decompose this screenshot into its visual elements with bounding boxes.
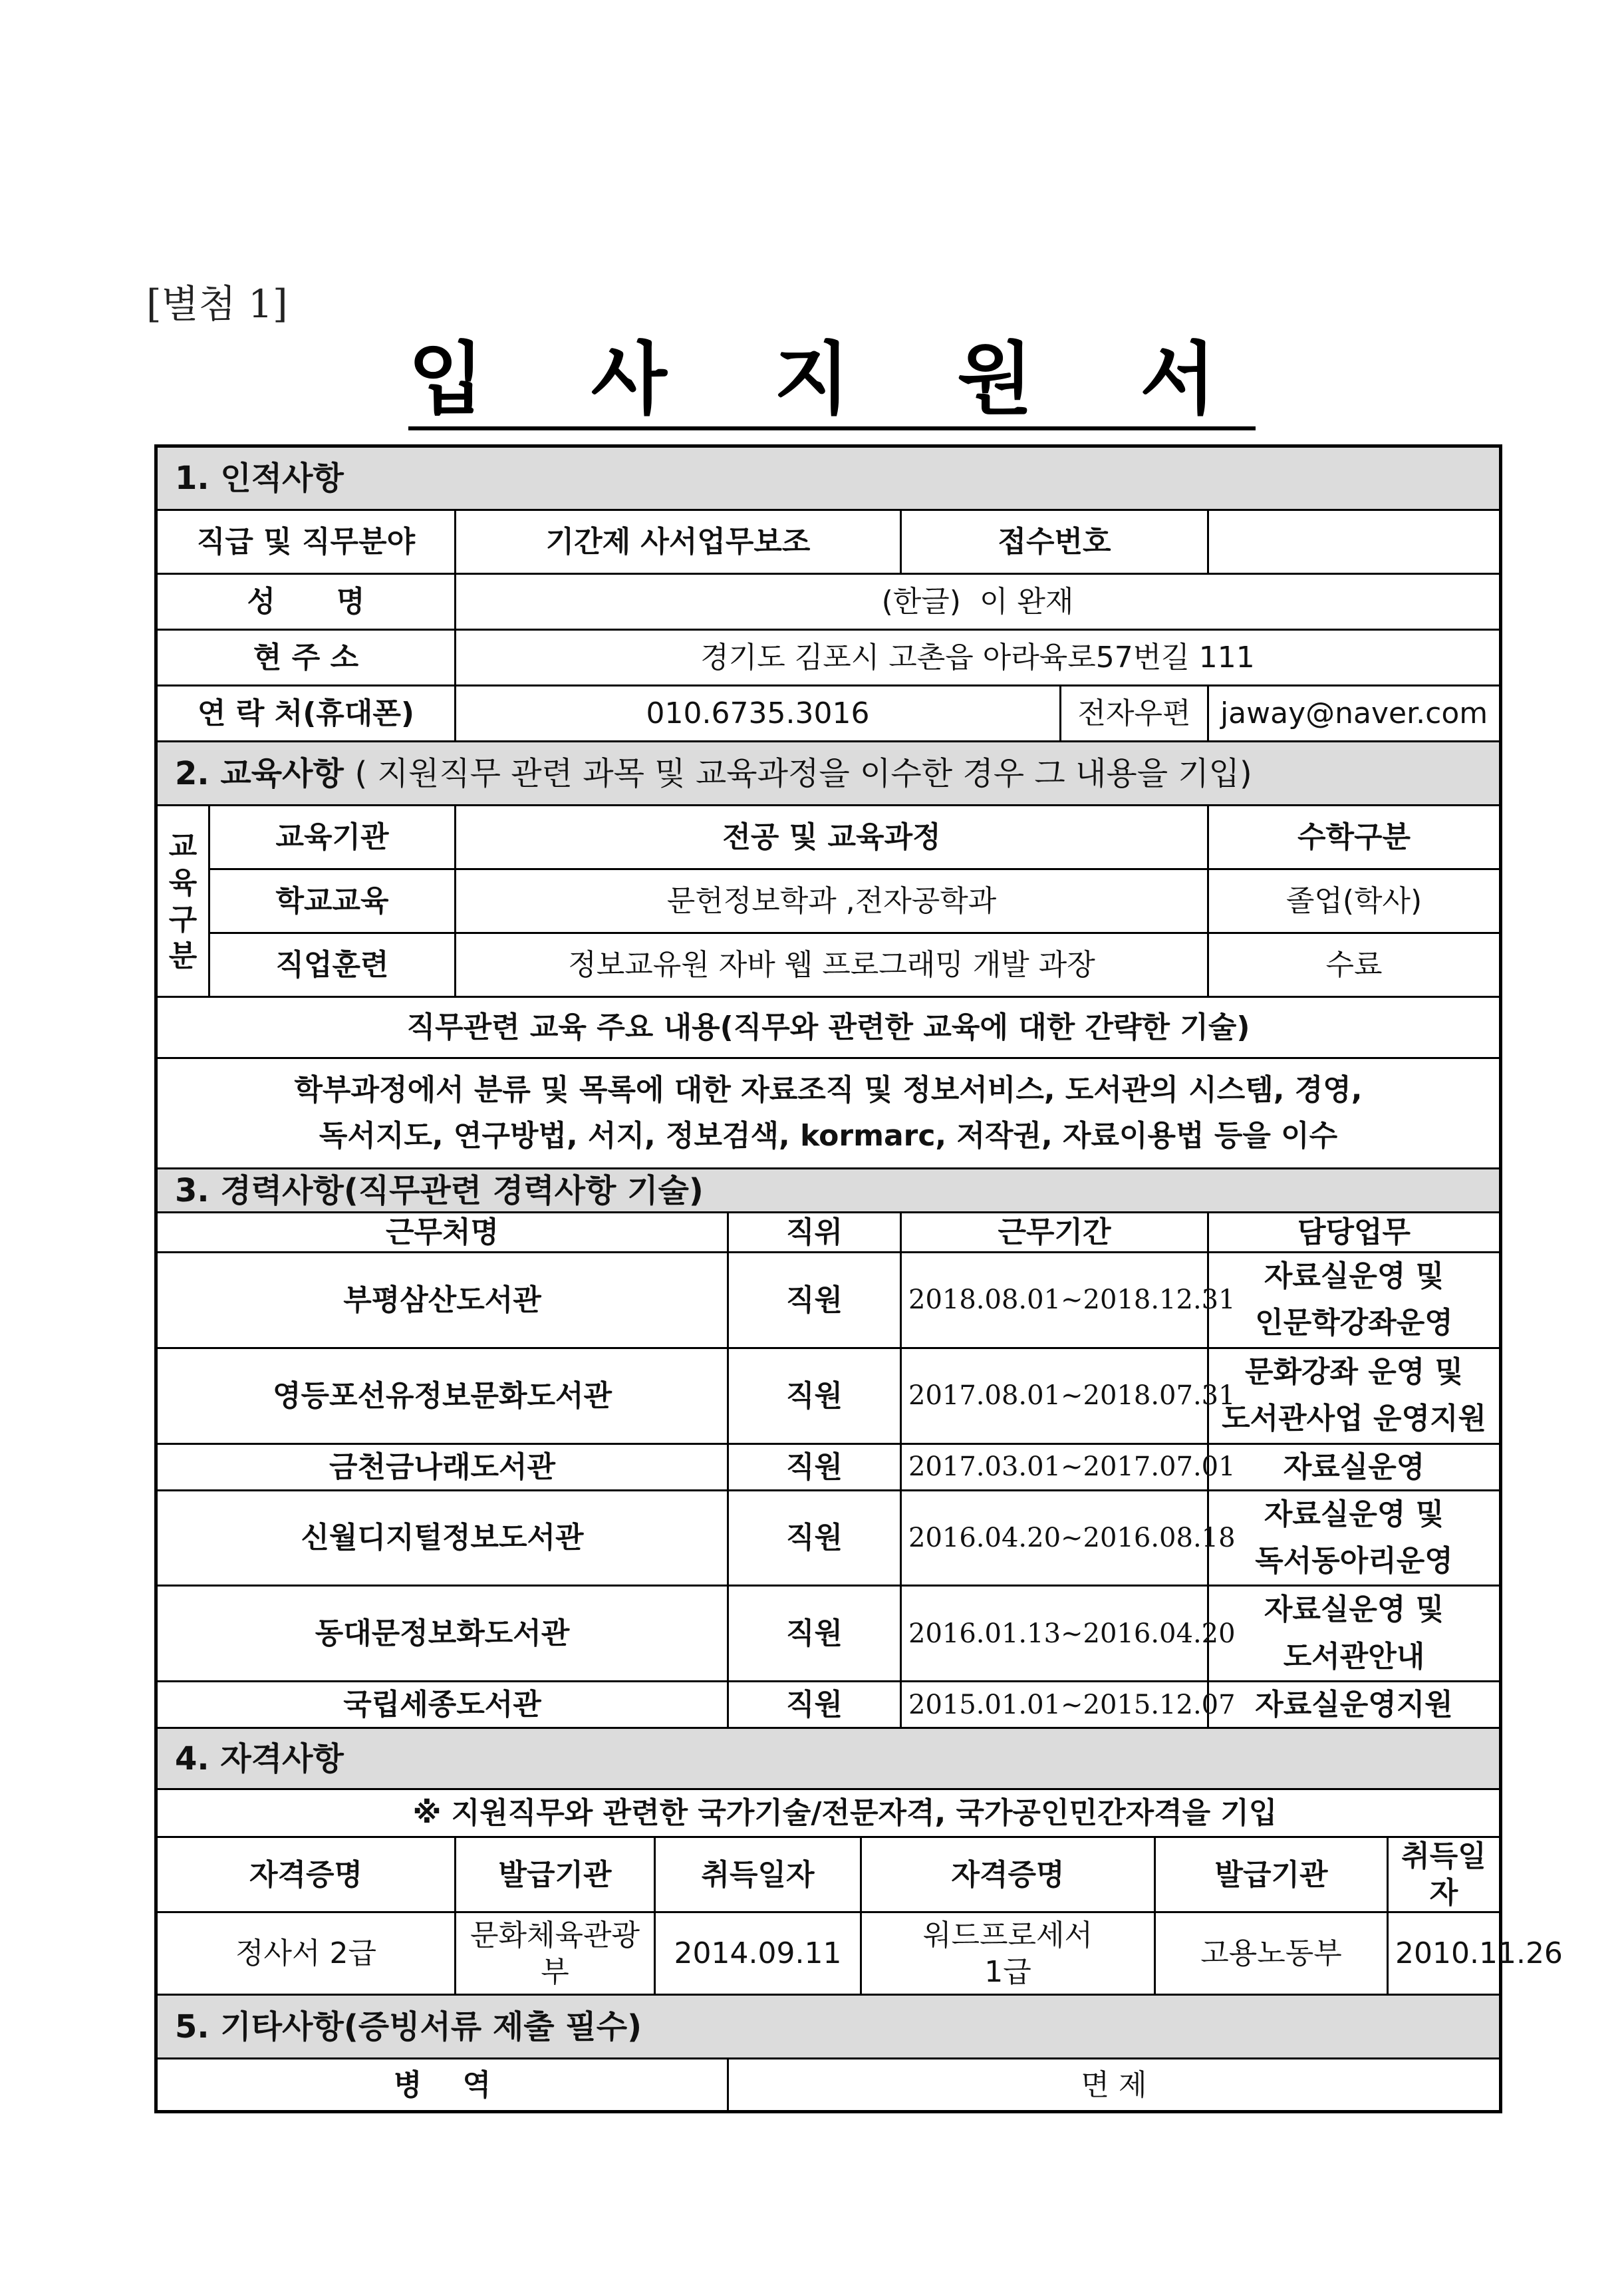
military-label: 병 역 — [156, 2059, 728, 2112]
career-place: 금천금나래도서관 — [156, 1443, 728, 1490]
career-period: 2016.04.20~2016.08.18 — [901, 1490, 1208, 1586]
career-duty-line: 자료실운영 및 — [1264, 1592, 1444, 1627]
cert-header: 취득일자 — [1388, 1837, 1501, 1912]
career-period: 2017.03.01~2017.07.01 — [901, 1443, 1208, 1490]
application-form — [154, 444, 1563, 2113]
career-duty-line: 자료실운영 — [1283, 1449, 1425, 1484]
side-char: 분 — [168, 939, 198, 973]
edu-summary-body — [156, 1058, 1501, 1169]
section2-header — [156, 742, 1501, 806]
career-period: 2018.08.01~2018.12.31 — [901, 1253, 1208, 1348]
military-value: 면 제 — [728, 2059, 1501, 2112]
career-place: 부평삼산도서관 — [156, 1253, 728, 1348]
cert-name-line: 1급 — [984, 1954, 1031, 1989]
edu-summary-title: 직무관련 교육 주요 내용(직무와 관련한 교육에 대한 간략한 기술) — [156, 997, 1501, 1058]
section2-note: ( 지원직무 관련 과목 및 교육과정을 이수한 경우 그 내용을 기입) — [354, 754, 1252, 792]
side-char: 육 — [168, 865, 198, 900]
phone-value: 010.6735.3016 — [456, 686, 1061, 742]
receipt-value — [1208, 510, 1501, 574]
edu-status: 수료 — [1208, 933, 1501, 997]
career-duty-line: 자료실운영지원 — [1255, 1688, 1453, 1722]
career-period: 2017.08.01~2018.07.31 — [901, 1348, 1208, 1443]
section2-title: 2. 교육사항 — [175, 754, 344, 792]
side-char: 교 — [168, 829, 198, 863]
section1-header: 1. 인적사항 — [156, 446, 1501, 510]
career-duty — [1208, 1348, 1501, 1443]
section5-header: 5. 기타사항(증빙서류 제출 필수) — [156, 1995, 1501, 2059]
edu-status: 졸업(학사) — [1208, 869, 1501, 933]
career-header-position: 직위 — [728, 1213, 901, 1253]
cert-name-line: 워드프로세서 — [922, 1918, 1093, 1952]
cert-issuer: 문화체육관광부 — [456, 1912, 655, 1995]
career-place: 국립세종도서관 — [156, 1682, 728, 1728]
email-label: 전자우편 — [1061, 686, 1208, 742]
position-value: 기간제 사서업무보조 — [456, 510, 901, 574]
cert-header: 발급기관 — [456, 1837, 655, 1912]
edu-type: 직업훈련 — [209, 933, 456, 997]
cert-issuer: 고용노동부 — [1155, 1912, 1388, 1995]
edu-summary-line: 학부과정에서 분류 및 목록에 대한 자료조직 및 정보서비스, 도서관의 시스템, 경영, — [294, 1073, 1363, 1108]
career-duty-line: 자료실운영 및 — [1264, 1497, 1444, 1531]
edu-header-status: 수학구분 — [1208, 806, 1501, 869]
career-duty-line: 도서관안내 — [1283, 1639, 1425, 1674]
career-duty-line: 자료실운영 및 — [1264, 1259, 1444, 1293]
cert-header: 취득일자 — [655, 1837, 861, 1912]
career-position: 직원 — [728, 1253, 901, 1348]
career-duty-line: 도서관사업 운영지원 — [1222, 1402, 1486, 1436]
career-duty-line: 문화강좌 운영 및 — [1244, 1354, 1464, 1389]
receipt-label: 접수번호 — [901, 510, 1208, 574]
career-place: 신월디지털정보도서관 — [156, 1490, 728, 1586]
page-title — [0, 316, 1624, 429]
cert-date: 2010.11.26 — [1388, 1912, 1501, 1995]
career-duty — [1208, 1490, 1501, 1586]
cert-name: 정사서 2급 — [156, 1912, 456, 1995]
career-position: 직원 — [728, 1443, 901, 1490]
cert-note: ※ 지원직무와 관련한 국가기술/전문자격, 국가공인민간자격을 기입 — [156, 1789, 1501, 1837]
edu-course: 문헌정보학과 ,전자공학과 — [456, 869, 1208, 933]
career-header-place: 근무처명 — [156, 1213, 728, 1253]
page-title-text: 입 사 지 원 서 — [408, 333, 1256, 430]
career-place: 영등포선유정보문화도서관 — [156, 1348, 728, 1443]
career-period: 2016.01.13~2016.04.20 — [901, 1586, 1208, 1682]
edu-header-course: 전공 및 교육과정 — [456, 806, 1208, 869]
name-value: (한글) 이 완재 — [456, 574, 1501, 630]
edu-course: 정보교유원 자바 웹 프로그래밍 개발 과장 — [456, 933, 1208, 997]
career-header-duty: 담당업무 — [1208, 1213, 1501, 1253]
cert-header: 발급기관 — [1155, 1837, 1388, 1912]
career-position: 직원 — [728, 1348, 901, 1443]
career-header-period: 근무기간 — [901, 1213, 1208, 1253]
edu-summary-line: 독서지도, 연구방법, 서지, 정보검색, kormarc, 저작권, 자료이용법 등을 이수 — [319, 1118, 1338, 1153]
career-position: 직원 — [728, 1586, 901, 1682]
career-duty-line: 독서동아리운영 — [1255, 1543, 1453, 1578]
side-char: 구 — [168, 902, 198, 937]
contact-label: 연 락 처(휴대폰) — [156, 686, 456, 742]
attachment-label: [별첨 1] — [146, 281, 288, 327]
name-label: 성 명 — [156, 574, 456, 630]
career-duty-line: 인문학강좌운영 — [1255, 1306, 1453, 1340]
edu-header-institution: 교육기관 — [209, 806, 456, 869]
career-position: 직원 — [728, 1490, 901, 1586]
career-duty — [1208, 1682, 1501, 1728]
position-label: 직급 및 직무분야 — [156, 510, 456, 574]
cert-header: 자격증명 — [861, 1837, 1155, 1912]
career-position: 직원 — [728, 1682, 901, 1728]
cert-date: 2014.09.11 — [655, 1912, 861, 1995]
edu-type: 학교교육 — [209, 869, 456, 933]
cert-header: 자격증명 — [156, 1837, 456, 1912]
career-duty — [1208, 1443, 1501, 1490]
section3-header: 3. 경력사항(직무관련 경력사항 기술) — [156, 1169, 1501, 1213]
cert-name — [861, 1912, 1155, 1995]
education-side-label — [156, 806, 209, 997]
career-period: 2015.01.01~2015.12.07 — [901, 1682, 1208, 1728]
career-duty — [1208, 1586, 1501, 1682]
section4-header: 4. 자격사항 — [156, 1728, 1501, 1789]
career-place: 동대문정보화도서관 — [156, 1586, 728, 1682]
address-label: 현 주 소 — [156, 630, 456, 686]
address-value: 경기도 김포시 고촌읍 아라육로57번길 111 — [456, 630, 1501, 686]
career-duty — [1208, 1253, 1501, 1348]
email-value: jaway@naver.com — [1208, 686, 1501, 742]
